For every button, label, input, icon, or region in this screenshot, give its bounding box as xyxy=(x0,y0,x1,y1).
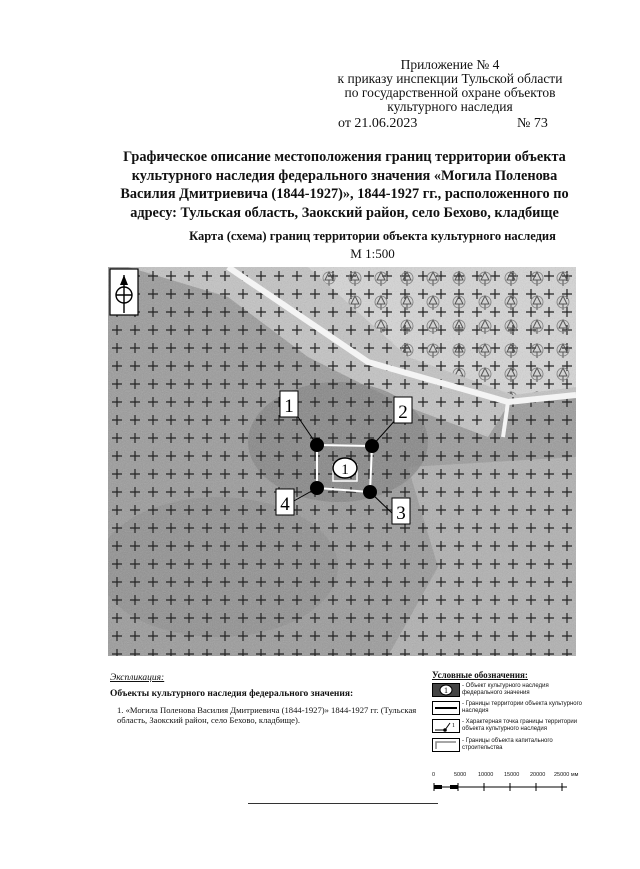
point-label-2: 2 xyxy=(398,402,408,423)
boundary-point-icon xyxy=(432,719,460,733)
legend-row-building xyxy=(432,738,572,754)
building-boundary-icon xyxy=(432,738,460,752)
scale-tick-label: 5000 xyxy=(454,772,467,778)
appendix-block xyxy=(300,58,600,114)
appendix-line: по государственной охране объектов xyxy=(344,85,556,100)
scale-tick-label: 10000 xyxy=(478,772,494,778)
legend-title: Условные обозначения: xyxy=(432,670,528,680)
appendix-line: культурного наследия xyxy=(387,99,513,114)
boundary-map xyxy=(108,267,576,656)
scale-tick-label: 25000 мм xyxy=(554,772,579,778)
title-line: Графическое описание местоположения границ территории объекта xyxy=(123,149,566,165)
appendix-line: Приложение № 4 xyxy=(400,57,500,72)
object-number-icon xyxy=(432,683,460,697)
legend-row-object xyxy=(432,683,572,699)
map-scale: М 1:500 xyxy=(350,246,395,261)
territory-boundary-icon xyxy=(432,701,460,715)
boundary-point-3 xyxy=(363,485,377,499)
boundary-point-2 xyxy=(365,439,379,453)
scale-bar xyxy=(432,772,582,798)
point-label-4: 4 xyxy=(280,494,290,515)
document-title xyxy=(92,148,597,222)
scale-tick-label: 15000 xyxy=(504,772,520,778)
point-label-3: 3 xyxy=(396,503,406,524)
explication-subheading: Объекты культурного наследия федерального значения: xyxy=(110,689,354,699)
object-label: 1 xyxy=(341,462,349,478)
boundary-point-4 xyxy=(310,481,324,495)
scale-tick-label: 0 xyxy=(432,772,436,778)
appendix-line: к приказу инспекции Тульской области xyxy=(337,71,563,86)
legend-row-territory xyxy=(432,701,582,717)
title-line: адресу: Тульская область, Заокский район, село Бехово, кладбище xyxy=(130,204,559,221)
legend-text: - Объект культурного наследия федерального значения xyxy=(462,683,549,696)
explication-heading: Экспликация: xyxy=(110,673,165,683)
legend-object-number: 1 xyxy=(444,686,448,695)
order-date: от 21.06.2023 xyxy=(338,116,418,131)
map-svg xyxy=(108,267,576,656)
point-label-1: 1 xyxy=(284,396,294,417)
boundary-point-1 xyxy=(310,438,324,452)
scale-tick-label: 20000 xyxy=(530,772,546,778)
north-arrow-icon xyxy=(110,269,138,315)
map-caption: Карта (схема) границ территории объекта культурного наследия xyxy=(189,229,556,243)
legend-point-number: 1 xyxy=(452,723,455,729)
legend-text: - Границы объекта капитального строительства xyxy=(462,738,553,751)
scale-bar-graphic xyxy=(432,781,582,793)
order-number: № 73 xyxy=(517,116,548,131)
title-line: Василия Дмитриевича (1844-1927)», 1844-1927 гг., расположенного по xyxy=(120,186,569,202)
legend-text: - Характерная точка границы территории объекта культурного наследия xyxy=(462,719,578,732)
title-line: культурного наследия федерального значения «Могила Поленова xyxy=(131,167,558,184)
legend-text: - Границы территории объекта культурного наследия xyxy=(462,701,582,714)
signature-line xyxy=(248,803,438,804)
explication-item: 1. «Могила Поленова Василия Дмитриевича (1844-1927)» 1844-1927 гг. (Тульская область, Заокский район, село Бехово, кладбище). xyxy=(117,705,417,725)
legend-row-point xyxy=(432,719,578,735)
